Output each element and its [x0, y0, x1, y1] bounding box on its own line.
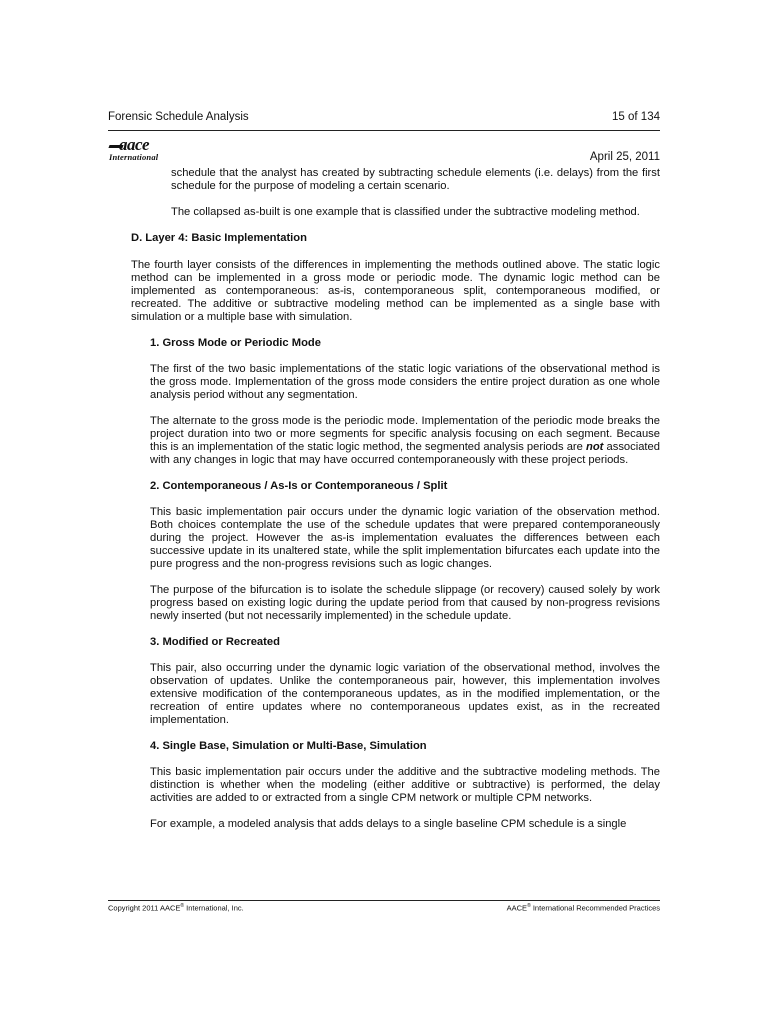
- paragraph: The fourth layer consists of the differences in implementing the methods outlined above. The static logic method can be implemented in a gross mode or periodic mode. The dynamic logic method can be implemented as contemporaneous: as-is, contemporaneous split, contemporaneous modified, or recreated. The additive or subtractive modeling method can be implemented as a single base with simulation or a multiple base with simulation.: [131, 259, 660, 323]
- paragraph: The collapsed as-built is one example that is classified under the subtractive modeling method.: [171, 206, 640, 218]
- section-heading: D. Layer 4: Basic Implementation: [131, 232, 307, 244]
- logo-subtitle: International: [109, 152, 159, 162]
- text-span: The alternate to the gross mode is the periodic mode. Implementation of the periodic mode breaks the project duration into two or more segments for specific analysis focusing on each segment. Because this is an implementation of the static logic method, the segmented analysis periods are: [150, 415, 660, 453]
- paragraph: For example, a modeled analysis that adds delays to a single baseline CPM schedule is a single: [150, 818, 627, 830]
- footer-copyright: [108, 903, 244, 913]
- paragraph: [131, 415, 660, 467]
- aace-logo: [109, 137, 173, 161]
- paragraph: The purpose of the bifurcation is to isolate the schedule slippage (or recovery) caused solely by work progress based on existing logic during the update period from that caused by non-progress revisions newly inserted (but not necessarily implemented) in the schedule update.: [150, 584, 660, 622]
- subsection-heading: 1. Gross Mode or Periodic Mode: [150, 337, 321, 349]
- registered-mark: ®: [180, 903, 185, 909]
- header-date: April 25, 2011: [589, 151, 660, 163]
- body-content: [131, 167, 660, 831]
- footer-rule: [108, 900, 660, 901]
- emphasis: not: [585, 441, 604, 453]
- text-span: associated with any changes in logic that may have occurred contemporaneously with these project periods.: [150, 441, 660, 466]
- paragraph: This pair, also occurring under the dynamic logic variation of the observational method, involves the observation of updates. Unlike the contemporaneous pair, however, this implementation involves extensive modification of the contemporaneous updates, as in the modified implementation, or the recreation of entire updates where no contemporaneous updates exist, as in the recreated implementation.: [150, 662, 660, 726]
- registered-mark: ®: [527, 903, 531, 909]
- paragraph: The first of the two basic implementations of the static logic variations of the observational method is the gross mode. Implementation of the gross mode considers the entire project duration as one whole analysis period without any segmentation.: [150, 363, 660, 401]
- subsection-heading: 2. Contemporaneous / As-Is or Contemporaneous / Split: [150, 480, 448, 492]
- footer-series: [507, 903, 660, 913]
- footer-text: International, Inc.: [184, 903, 244, 913]
- footer-text: International Recommended Practices: [530, 903, 660, 913]
- paragraph: This basic implementation pair occurs under the dynamic logic variation of the observation method. Both choices contemplate the use of the schedule updates that were prepared contemporaneously during the project. However the as-is implementation evaluates the differences between each successive update in its unaltered state, while the split implementation bifurcates each update into the pure progress and the non-progress revisions such as logic changes.: [150, 506, 660, 570]
- logo-wordmark: aace: [119, 135, 150, 154]
- subsection-heading: 3. Modified or Recreated: [150, 636, 280, 648]
- page-count: 15 of 134: [612, 111, 660, 123]
- subsection-heading: 4. Single Base, Simulation or Multi-Base, Simulation: [150, 740, 427, 752]
- footer-text: AACE: [506, 903, 528, 913]
- footer-text: Copyright 2011 AACE: [108, 903, 181, 913]
- paragraph: This basic implementation pair occurs under the additive and the subtractive modeling methods. The distinction is whether when the modeling (either additive or subtractive) is performed, the delay activities are added to or extracted from a single CPM network or multiple CPM networks.: [150, 766, 660, 804]
- header-rule: [108, 130, 660, 131]
- paragraph: schedule that the analyst has created by subtracting schedule elements (i.e. delays) from the first schedule for the purpose of modeling a certain scenario.: [171, 167, 660, 192]
- header-title: Forensic Schedule Analysis: [108, 111, 249, 123]
